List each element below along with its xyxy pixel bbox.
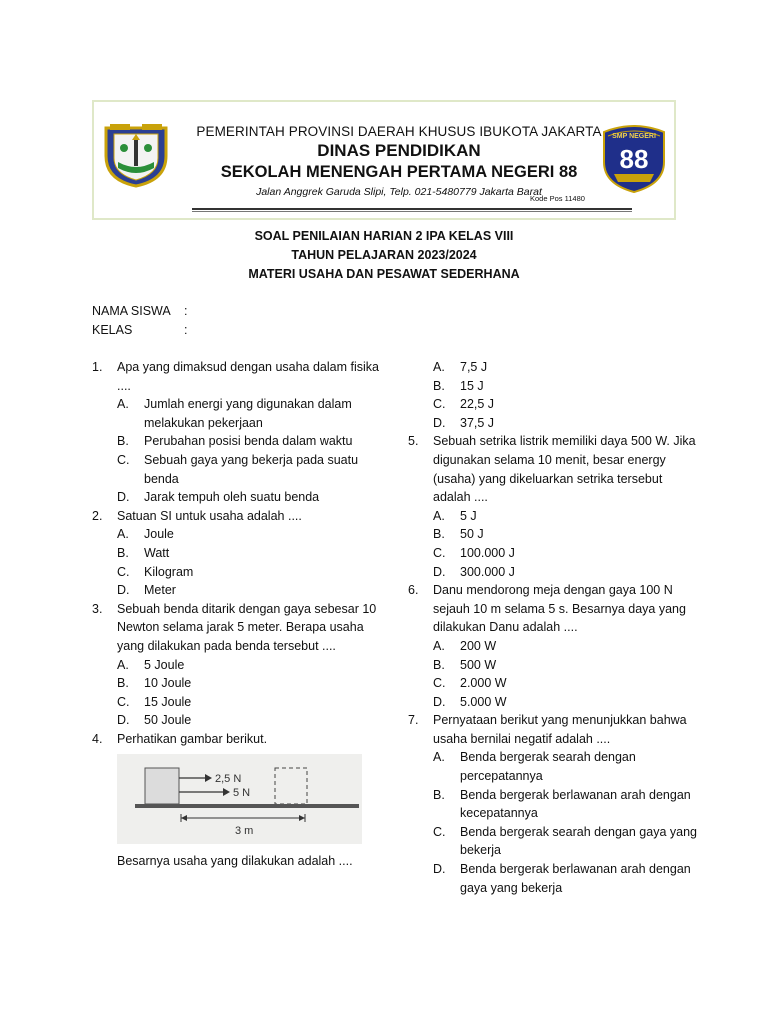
- header-line-1: PEMERINTAH PROVINSI DAERAH KHUSUS IBUKOTA JAKARTA: [196, 124, 602, 139]
- question-1: 1. Apa yang dimaksud dengan usaha dalam fisika ....: [92, 360, 379, 393]
- letterhead-divider-thin: [192, 211, 632, 212]
- option: C. 15 Joule: [117, 694, 192, 709]
- option: A. Benda bergerak searah dengan percepatannya: [433, 750, 636, 784]
- exam-title: SOAL PENILAIAN HARIAN 2 IPA KELAS VIII: [254, 229, 514, 243]
- logo-right-text: SMP NEGERI: [612, 133, 656, 140]
- class-label: KELAS: [92, 323, 133, 337]
- option: C. 100.000 J: [433, 545, 515, 560]
- student-name-row: [92, 304, 188, 318]
- question-text: Sebuah benda ditarik dengan gaya sebesar 10 Newton selama jarak 5 meter. Berapa usaha yang dilakukan pada benda tersebut ....: [117, 601, 377, 653]
- option: A. 5 Joule: [117, 657, 185, 672]
- option: A. Jumlah energi yang digunakan dalam melakukan pekerjaan: [117, 397, 352, 430]
- question-7: 7. Pernyataan berikut yang menunjukkan bahwa usaha bernilai negatif adalah ....: [408, 713, 687, 746]
- question-text: Apa yang dimaksud dengan usaha dalam fisika ....: [117, 360, 379, 393]
- distance-label: 3 m: [235, 825, 254, 838]
- force-label-1: 2,5 N: [215, 773, 242, 786]
- question-text: Sebuah setrika listrik memiliki daya 500 W. Jika digunakan selama 10 menit, besar energy (usaha) yang dikeluarkan setrika tersebut adalah ....: [433, 434, 696, 505]
- exam-topic: MATERI USAHA DAN PESAWAT SEDERHANA: [248, 267, 520, 281]
- option: B. Perubahan posisi benda dalam waktu: [117, 434, 353, 449]
- option: B. 500 W: [433, 657, 497, 672]
- questions-left-column: [92, 358, 382, 871]
- option: D. 300.000 J: [433, 564, 515, 579]
- option: B. 50 J: [433, 527, 484, 542]
- question-text: Danu mendorong meja dengan gaya 100 N sejauh 10 m selama 5 s. Besarnya daya yang dilakukan Danu adalah ....: [433, 583, 686, 635]
- option: A. 200 W: [433, 638, 497, 653]
- letterhead-divider: [192, 208, 632, 210]
- question-4-prompt: Besarnya usaha yang dilakukan adalah ....: [117, 854, 353, 869]
- option: C. Benda bergerak searah dengan gaya yang bekerja: [433, 824, 697, 858]
- class-row: [92, 323, 188, 337]
- letterhead: [92, 100, 676, 220]
- option: D. 37,5 J: [433, 415, 495, 430]
- option: B. Watt: [117, 545, 170, 560]
- option: D. Benda bergerak berlawanan arah dengan gaya yang bekerja: [433, 862, 691, 895]
- option: B. Benda bergerak berlawanan arah dengan kecepatannya: [433, 787, 691, 821]
- question-2: 2. Satuan SI untuk usaha adalah ....: [92, 508, 302, 523]
- smp-88-logo-icon: [598, 122, 670, 194]
- question-4: 4. Perhatikan gambar berikut.: [92, 731, 268, 746]
- student-name-colon: :: [184, 304, 188, 318]
- option: B. 10 Joule: [117, 676, 192, 691]
- question-text: Pernyataan berikut yang menunjukkan bahwa usaha bernilai negatif adalah ....: [433, 713, 687, 746]
- class-colon: :: [184, 323, 188, 337]
- question-text: Perhatikan gambar berikut.: [117, 731, 268, 746]
- option: C. Kilogram: [117, 564, 194, 579]
- question-5: 5. Sebuah setrika listrik memiliki daya 500 W. Jika digunakan selama 10 menit, besar energy (usaha) yang dikeluarkan setrika tersebut adalah ....: [408, 434, 696, 505]
- option: B. 15 J: [433, 378, 484, 393]
- option: D. Jarak tempuh oleh suatu benda: [117, 490, 320, 505]
- option: C. 2.000 W: [433, 676, 507, 691]
- option: A. 7,5 J: [433, 360, 488, 374]
- option: A. Joule: [117, 527, 174, 542]
- header-address: Jalan Anggrek Garuda Slipi, Telp. 021-5480779 Jakarta Barat: [256, 186, 542, 198]
- question-text: Satuan SI untuk usaha adalah ....: [117, 508, 302, 523]
- option: C. 22,5 J: [433, 397, 495, 412]
- option: D. Meter: [117, 583, 176, 598]
- header-line-3: SEKOLAH MENENGAH PERTAMA NEGERI 88: [220, 163, 578, 181]
- option: D. 5.000 W: [433, 694, 507, 709]
- option: D. 50 Joule: [117, 713, 192, 728]
- force-diagram: [117, 754, 362, 844]
- logo-right-number: 88: [619, 144, 649, 174]
- force-label-2: 5 N: [233, 787, 251, 800]
- dki-jakarta-emblem-icon: [102, 122, 170, 188]
- question-6: 6. Danu mendorong meja dengan gaya 100 N sejauh 10 m selama 5 s. Besarnya daya yang dilakukan Danu adalah ....: [408, 583, 686, 635]
- option: C. Sebuah gaya yang bekerja pada suatu benda: [117, 452, 359, 486]
- header-line-2: DINAS PENDIDIKAN: [317, 141, 481, 160]
- academic-year: TAHUN PELAJARAN 2023/2024: [291, 248, 477, 262]
- questions-right-column: [408, 358, 698, 897]
- student-name-label: NAMA SISWA: [92, 304, 171, 318]
- postal-code: Kode Pos 11480: [530, 194, 585, 203]
- option: A. 5 J: [433, 508, 477, 523]
- question-3: 3. Sebuah benda ditarik dengan gaya sebesar 10 Newton selama jarak 5 meter. Berapa usaha yang dilakukan pada benda tersebut ....: [92, 601, 377, 653]
